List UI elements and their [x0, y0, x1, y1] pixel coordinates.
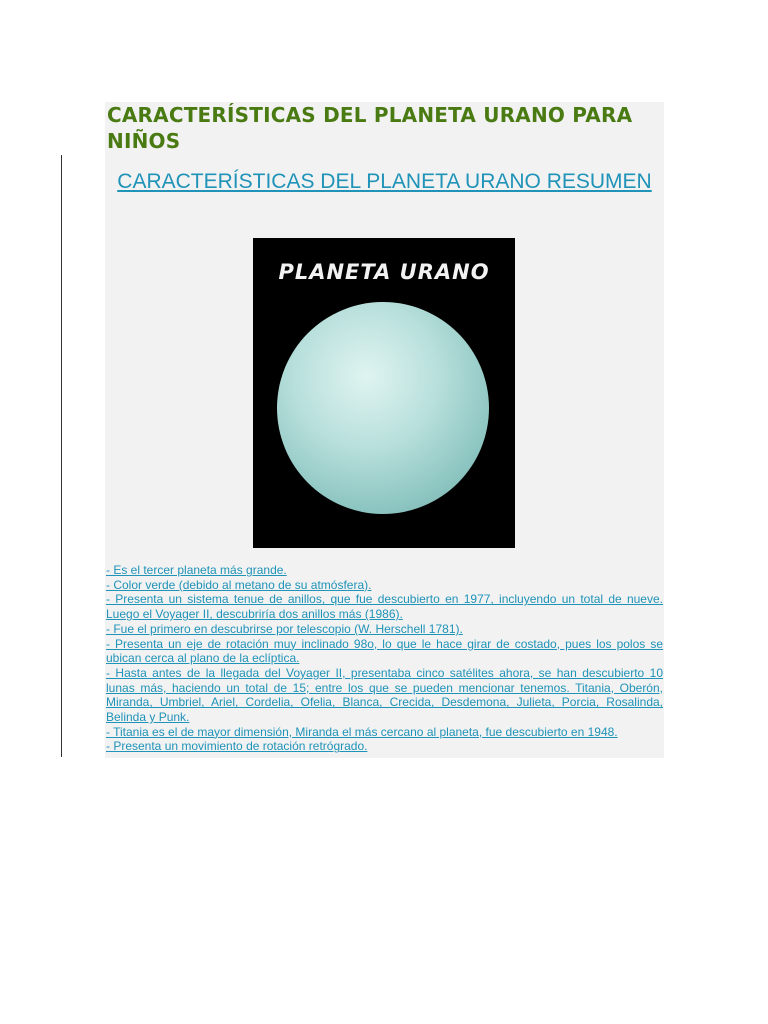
fact-line[interactable]: - Titania es el de mayor dimensión, Miranda el más cercano al planeta, fue descubierto en 1948. [106, 724, 618, 739]
facts-list [106, 563, 663, 754]
left-margin-rule [61, 155, 62, 757]
uranus-planet-sphere [277, 302, 489, 514]
fact-line[interactable]: - Fue el primero en descubrirse por telescopio (W. Herschell 1781). [106, 621, 463, 636]
fact-line[interactable]: - Presenta un movimiento de rotación retrógrado. [106, 739, 368, 754]
fact-line[interactable]: Belinda y Punk. [106, 710, 190, 725]
fact-line[interactable]: Miranda, Umbriel, Ariel, Cordelia, Ofelia, Blanca, Crecida, Desdemona, Julieta, Porcia, Rosalinda, [106, 695, 663, 710]
uranus-image [253, 238, 515, 548]
subtitle-link[interactable]: CARACTERÍSTICAS DEL PLANETA URANO RESUMEN [117, 170, 652, 193]
fact-line[interactable]: lunas más, haciendo un total de 15; entre los que se pueden mencionar tenemos. Titania, Oberón, [106, 680, 663, 695]
fact-line[interactable]: - Hasta antes de la llegada del Voyager II, presentaba cinco satélites ahora, se han descubierto 10 [106, 665, 663, 680]
fact-line[interactable]: Luego el Voyager II, descubriría dos anillos más (1986). [106, 607, 403, 622]
fact-line[interactable]: - Color verde (debido al metano de su atmósfera). [106, 577, 372, 592]
fact-line[interactable]: - Presenta un eje de rotación muy inclinado 98o, lo que le hace girar de costado, pues los polos se [106, 636, 663, 651]
fact-line[interactable]: - Es el tercer planeta más grande. [106, 563, 287, 577]
fact-line[interactable]: - Presenta un sistema tenue de anillos, que fue descubierto en 1977, incluyendo un total de nueve. [106, 592, 663, 607]
document-content [105, 102, 664, 758]
page-title: CARACTERÍSTICAS DEL PLANETA URANO PARA NIÑOS [107, 103, 633, 153]
image-title: PLANETA URANO [278, 260, 490, 284]
fact-line[interactable]: ubican cerca al plano de la eclíptica. [106, 651, 300, 666]
